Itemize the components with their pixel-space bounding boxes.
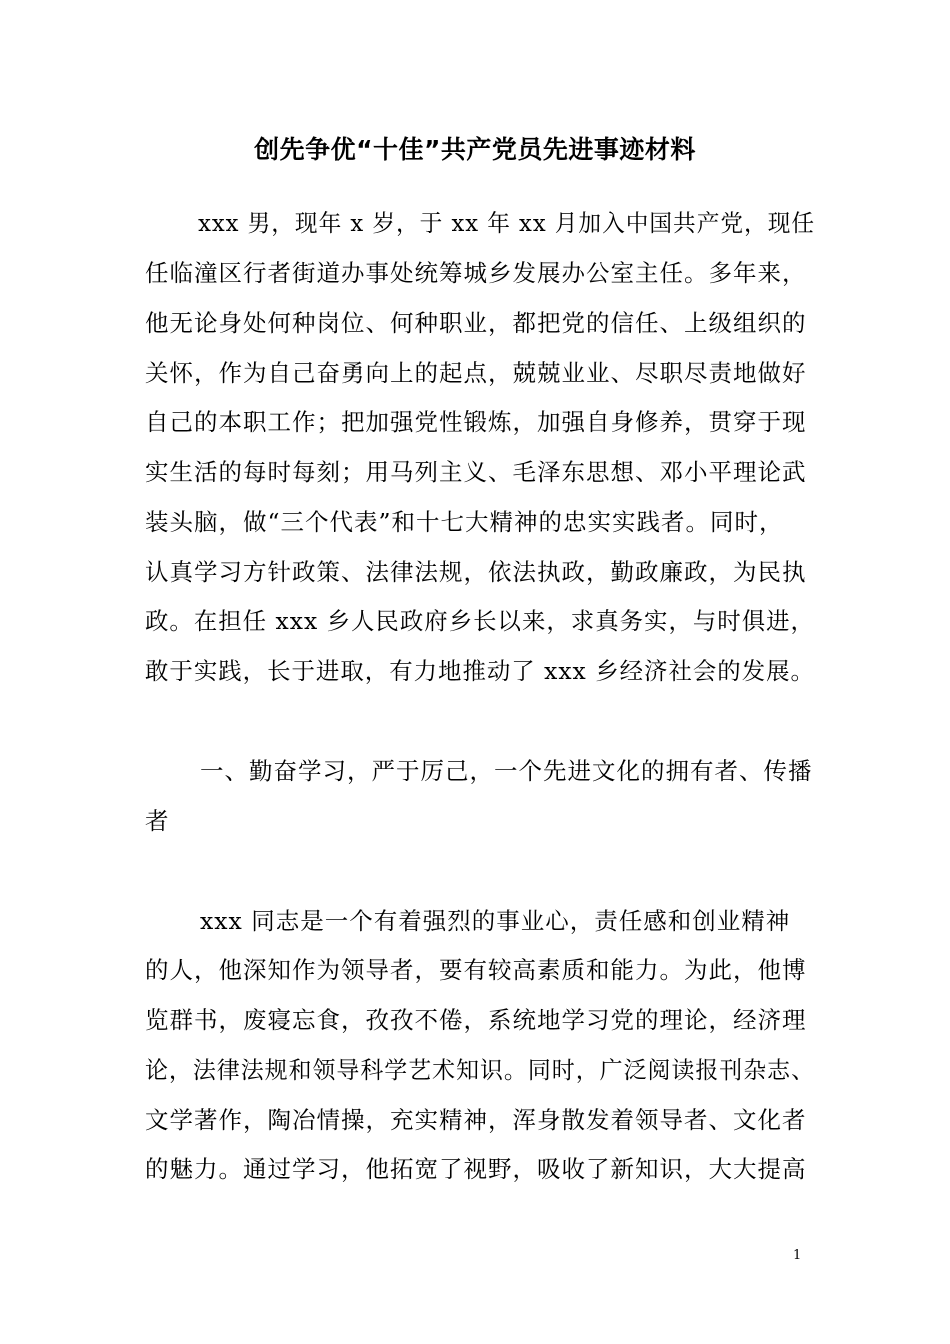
text-line: 关怀，作为自己奋勇向上的起点，兢兢业业、尽职尽责地做好	[145, 359, 807, 387]
text-line: 政。在担任 xxx 乡人民政府乡长以来，求真务实，与时俱进，	[145, 607, 815, 635]
text-line: 任临潼区行者街道办事处统筹城乡发展办公室主任。多年来，	[145, 259, 807, 287]
text-line: 他无论身处何种岗位、何种职业，都把党的信任、上级组织的	[145, 309, 807, 337]
heading-line: 一、勤奋学习，严于厉己，一个先进文化的拥有者、传播	[200, 757, 813, 785]
text-line: 敢于实践，长于进取，有力地推动了 xxx 乡经济社会的发展。	[145, 657, 815, 685]
text-line: 文学著作，陶冶情操，充实精神，浑身散发着领导者、文化者	[145, 1106, 807, 1134]
text-line: 自己的本职工作；把加强党性锻炼，加强自身修养，贯穿于现	[145, 408, 807, 436]
text-line: 论，法律法规和领导科学艺术知识。同时，广泛阅读报刊杂志、	[145, 1056, 816, 1084]
text-line: 装头脑，做“三个代表”和十七大精神的忠实实践者。同时，	[145, 508, 784, 536]
text-line: xxx 男，现年 x 岁，于 xx 年 xx 月加入中国共产党，现任	[198, 209, 816, 237]
text-line: xxx 同志是一个有着强烈的事业心，责任感和创业精神	[200, 907, 791, 935]
page-number: 1	[793, 1248, 802, 1263]
heading-line: 者	[145, 807, 170, 835]
text-line: 认真学习方针政策、法律法规，依法执政，勤政廉政，为民执	[145, 558, 807, 586]
text-line: 览群书，废寝忘食，孜孜不倦，系统地学习党的理论，经济理	[145, 1006, 807, 1034]
text-line: 的魅力。通过学习，他拓宽了视野，吸收了新知识，大大提高	[145, 1155, 807, 1183]
text-line: 的人，他深知作为领导者，要有较高素质和能力。为此，他博	[145, 956, 807, 984]
document-title: 创先争优“十佳”共产党员先进事迹材料	[254, 135, 696, 164]
text-line: 实生活的每时每刻；用马列主义、毛泽东思想、邓小平理论武	[145, 458, 807, 486]
